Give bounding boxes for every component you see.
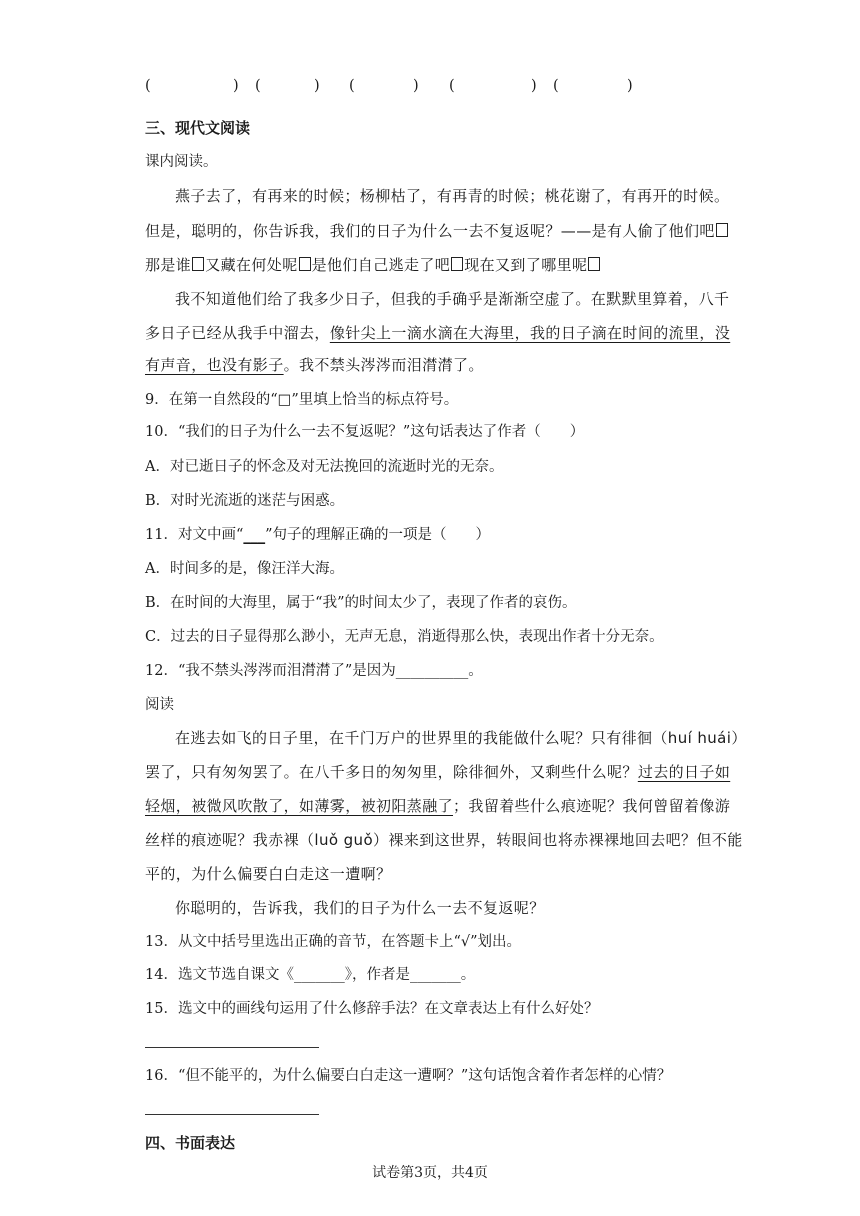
question-14: 14．选文节选自课文《_______》，作者是_______。	[145, 967, 476, 983]
reading-label-in-class: 课内阅读。	[145, 154, 218, 170]
passage-text: 又藏在何处呢	[205, 256, 298, 274]
passage2-line: 在逃去如飞的日子里，在千门万户的世界里的我能做什么呢？只有徘徊（huí huái）	[175, 729, 747, 747]
underlined-sentence: 有声音，也没有影子	[145, 356, 284, 374]
q11-option-c: C．过去的日子显得那么渺小，无声无息，消逝得那么快，表现出作者十分无奈。	[145, 629, 664, 645]
passage2-line: 你聪明的，告诉我，我们的日子为什么一去不复返呢？	[175, 899, 545, 917]
question-11	[145, 525, 490, 545]
passage1-line: 燕子去了，有再来的时候；杨柳枯了，有再青的时候；桃花谢了，有再开的时候。	[175, 187, 730, 205]
q11-option-b: B．在时间的大海里，属于“我”的时间太少了，表现了作者的哀伤。	[145, 595, 577, 611]
section-title-writing: 四、书面表达	[145, 1134, 236, 1152]
passage-text: 罢了，只有匆匆罢了。在八千多日的匆匆里，除徘徊外，又剩些什么呢？	[145, 763, 638, 781]
blank-close-5: )	[627, 78, 633, 94]
blank-open-3: (	[349, 78, 355, 94]
blank-close-4: )	[531, 78, 537, 94]
blank-close-3: )	[413, 78, 419, 94]
answer-blanks-row	[145, 78, 645, 100]
passage-text: 但是，聪明的，你告诉我，我们的日子为什么一去不复返呢？——是有人偷了他们吧	[145, 222, 715, 240]
passage-text: 那是谁	[145, 256, 192, 274]
blank-close-1: )	[233, 78, 239, 94]
blank-open-1: (	[145, 78, 151, 94]
underline-sample: ___	[243, 527, 266, 543]
question-text: 11．对文中画“	[145, 527, 244, 543]
underlined-sentence: 过去的日子如	[637, 763, 731, 781]
punctuation-box	[451, 257, 463, 271]
passage1-line	[145, 255, 601, 275]
question-16: 16．“但不能平的，为什么偏要白白走这一遭啊？”这句话饱含着作者怎样的心情？	[145, 1068, 672, 1084]
underlined-sentence: 像针尖上一滴水滴在大海里，我的日子滴在时间的流里，没	[329, 324, 731, 342]
passage2-line	[145, 796, 730, 816]
blank-close-2: )	[314, 78, 320, 94]
question-10: 10．“我们的日子为什么一去不复返呢？”这句话表达了作者（ ）	[145, 424, 585, 440]
punctuation-box	[716, 223, 728, 237]
passage-text: 。我不禁头涔涔而泪潸潸了。	[283, 356, 484, 374]
reading-label: 阅读	[145, 697, 174, 713]
punctuation-box	[192, 257, 204, 271]
passage2-line	[145, 762, 730, 782]
punctuation-box	[299, 257, 311, 271]
blank-open-5: (	[553, 78, 559, 94]
page-footer: 试卷第3页，共4页	[372, 1165, 488, 1181]
passage1-line: 我不知道他们给了我多少日子，但我的手确乎是渐渐空虚了。在默默里算着，八千	[175, 290, 730, 308]
blank-open-2: (	[255, 78, 261, 94]
passage2-line: 丝样的痕迹呢？我赤裸（luǒ guǒ）裸来到这世界，转眼间也将赤裸裸地回去吧？但不能	[145, 831, 743, 849]
passage-text: 是他们自己逃走了吧	[311, 256, 451, 274]
passage-text: 多日子已经从我手中溜去，	[145, 324, 330, 342]
q10-option-b: B．对时光流逝的迷茫与困惑。	[145, 493, 345, 509]
passage1-line	[145, 355, 484, 375]
passage1-line	[145, 323, 730, 343]
question-text: ”句子的理解正确的一项是（ ）	[265, 527, 491, 543]
question-9: 9．在第一自然段的“□”里填上恰当的标点符号。	[145, 392, 459, 408]
q10-option-a: A．对已逝日子的怀念及对无法挽回的流逝时光的无奈。	[145, 459, 504, 475]
answer-line-16[interactable]	[145, 1114, 319, 1115]
passage1-line	[145, 221, 729, 241]
q11-option-a: A．时间多的是，像汪洋大海。	[145, 561, 344, 577]
underlined-sentence: 轻烟，被微风吹散了，如薄雾，被初阳蒸融了	[145, 797, 454, 815]
passage-text: 现在又到了哪里呢	[464, 256, 588, 274]
question-15: 15．选文中的画线句运用了什么修辞手法？在文章表达上有什么好处？	[145, 1001, 599, 1017]
passage2-line: 平的，为什么偏要白白走这一遭啊？	[145, 865, 392, 883]
question-12: 12．“我不禁头涔涔而泪潸潸了”是因为__________。	[145, 663, 483, 679]
blank-open-4: (	[449, 78, 455, 94]
section-title-reading: 三、现代文阅读	[145, 119, 251, 137]
passage-text: ；我留着些什么痕迹呢？我何曾留着像游	[453, 797, 731, 815]
answer-line-15[interactable]	[145, 1047, 319, 1048]
punctuation-box	[588, 257, 600, 271]
question-13: 13．从文中括号里选出正确的音节，在答题卡上“√”划出。	[145, 934, 522, 950]
